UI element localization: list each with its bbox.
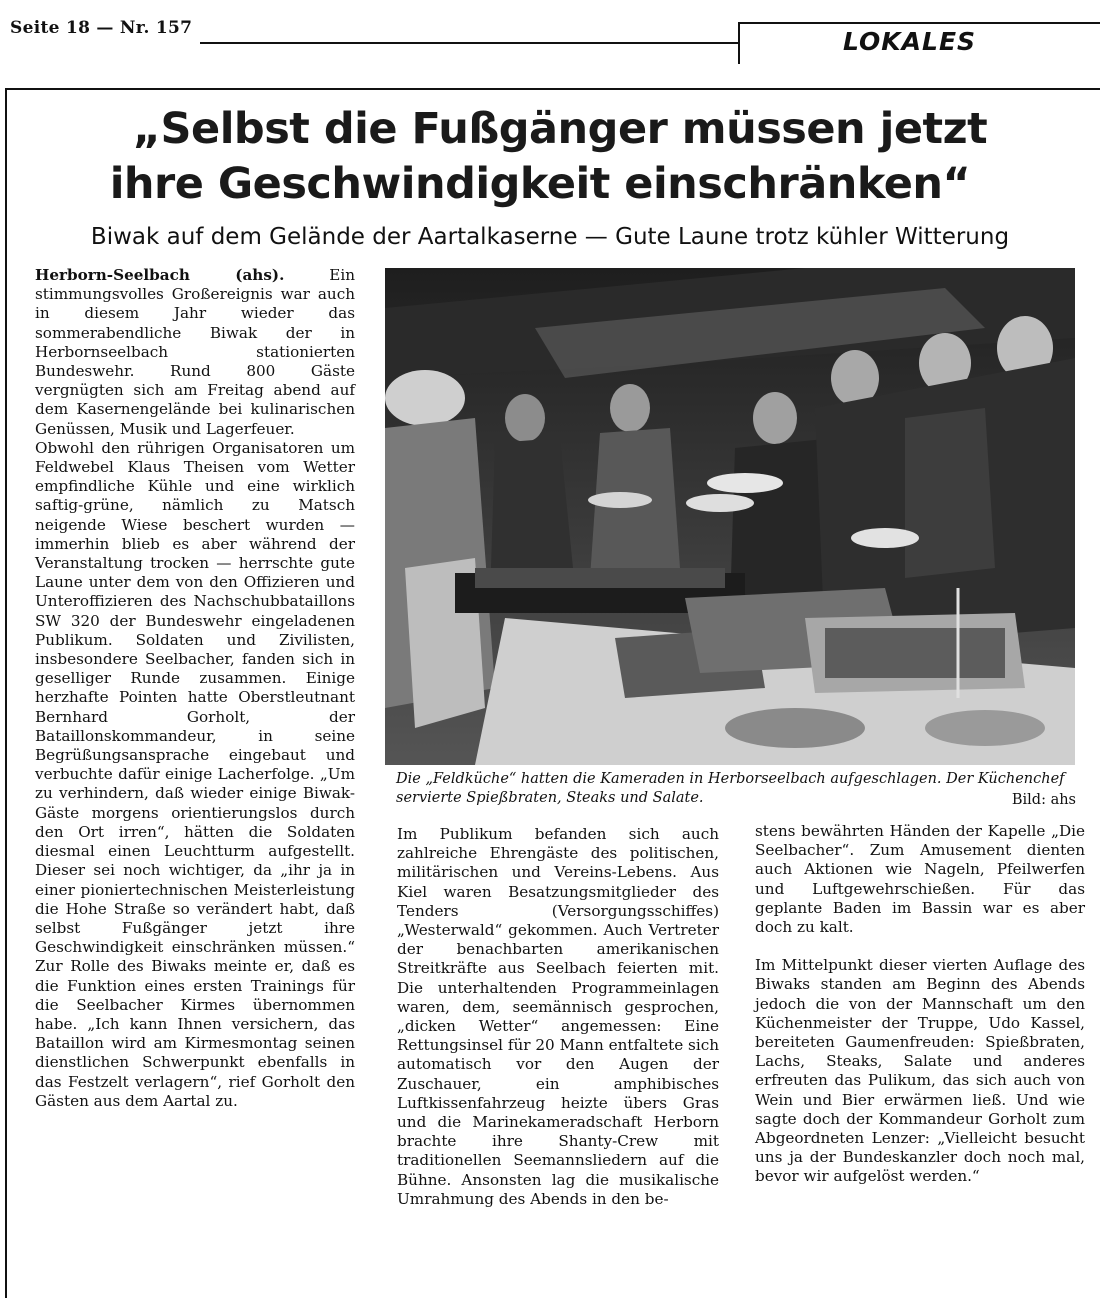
article-column-2 <box>397 825 719 1209</box>
article-photo <box>385 268 1075 765</box>
subheadline: Biwak auf dem Gelände der Aartalkaserne — Gute Laune trotz kühler Witterung <box>90 224 1010 250</box>
paragraph: Im Mittelpunkt dieser vierten Auflage des Biwaks standen am Beginn des Abends jedoch die von der Mannschaft um den Küchenmeister der Truppe, Udo Kassel, bereiteten Gaumenfreuden: Spießbraten, Lachs, Steaks, Salate und anderes erfreuten das Pulikum, das sich auch von Wein und Bier erwärmen ließ. Und wie sagte doch der Kommandeur Gorholt zum Abgeordneten Lenzer: „Vielleicht besucht uns ja der Bundeskanzler doch noch mal, bevor wir aufgelöst werden.“ <box>755 956 1085 1186</box>
headline-line-2: ihre Geschwindigkeit einschränken“ <box>109 159 971 209</box>
headline-line-1: „Selbst die Fußgänger müssen jetzt <box>132 104 988 154</box>
paragraph-text: Ein stimmungsvolles Großereignis war auch in diesem Jahr wieder das sommerabendliche Biwak der in Herbornseelbach stationierten Bundeswehr. Rund 800 Gäste vergnügten sich am Freitag abend auf dem Kasernengelände bei kulinarischen Genüssen, Musik und Lagerfeuer. <box>35 266 355 438</box>
dateline: Herborn-Seelbach (ahs). <box>35 266 285 284</box>
caption-text: Die „Feldküche“ hatten die Kameraden in Herborseelbach aufgeschlagen. Der Küchenchef servierte Spießbraten, Steaks und Salate. <box>396 771 1065 806</box>
field-kitchen-photo <box>385 268 1075 765</box>
photo-caption <box>396 770 1076 808</box>
section-title: LOKALES <box>843 27 977 56</box>
photo-credit: Bild: ahs <box>1011 792 1076 808</box>
paragraph: Im Publikum befanden sich auch zahlreiche Ehrengäste des politischen, militärischen und Vereins-Lebens. Aus Kiel waren Besatzungsmitglieder des Tenders (Versorgungsschiffes) „Westerwald“ gekommen. Auch Vertreter der benachbarten amerikanischen Streitkräfte aus Seelbach feierten mit. Die unterhaltenden Programmeinlagen waren, dem, seemännisch gesprochen, „dicken Wetter“ angemessen: Eine Rettungsinsel für 20 Mann entfaltete sich automatisch vor den Augen der Zuschauer, ein amphibisches Luftkissenfahrzeug heizte übers Gras und die Marinekameradschaft Herborn brachte ihre Shanty-Crew mit traditionellen Seemannsliedern auf die Bühne. Ansonsten lag die musikalische Umrahmung des Abends in den be- <box>397 825 719 1208</box>
header-rule <box>200 42 740 44</box>
paragraph: Obwohl den rührigen Organisatoren um Feldwebel Klaus Theisen vom Wetter empfindliche Kühle und eine wirklich saftig-grüne, nämlich zu Matsch neigende Wiese beschert wurden — immerhin blieb es aber während der Veranstaltung trocken — herrschte gute Laune unter dem von den Offizieren und Unteroffizieren des Nachschubbataillons SW 320 der Bundeswehr eingeladenen Publikum. Soldaten und Zivilisten, insbesondere Seelbacher, fanden sich in geselliger Runde zusammen. Einige herzhafte Pointen hatte Oberstleutnant Bernhard Gorholt, der Bataillonskommandeur, in seine Begrüßungsansprache eingebaut und verbuchte dafür einige Lacherfolge. „Um zu verhindern, daß wieder einige Biwak-Gäste morgens orientierungslos durch den Ort irren“, hätten die Soldaten diesmal einen Leuchtturm aufgestellt. Dieser sei noch wichtiger, da „ihr ja in einer pioniertechnischen Meisterleistung die Hohe Straße so verändert habt, daß selbst Fußgänger jetzt ihre Geschwindigkeit einschränken müssen.“ Zur Rolle des Biwaks meinte er, daß es die Funktion eines ersten Trainings für die Seelbacher Kirmes übernommen habe. „Ich kann Ihnen versichern, das Bataillon wird am Kirmesmontag seinen dienstlichen Schwerpunkt ebenfalls in das Festzelt verlagern“, rief Gorholt den Gästen aus dem Aartal zu. <box>35 438 355 1110</box>
paragraph-gap <box>755 937 1085 956</box>
page-number-label: Seite 18 — Nr. 157 <box>10 18 193 38</box>
paragraph: stens bewährten Händen der Kapelle „Die Seelbacher“. Zum Amusement dienten auch Aktionen wie Nageln, Pfeilwerfen und Luftgewehrschießen. Für das geplante Baden im Bassin war es aber doch zu kalt. <box>755 822 1085 937</box>
article-column-1 <box>35 266 355 1111</box>
paragraph <box>35 266 355 439</box>
article-column-3 <box>755 822 1085 1187</box>
